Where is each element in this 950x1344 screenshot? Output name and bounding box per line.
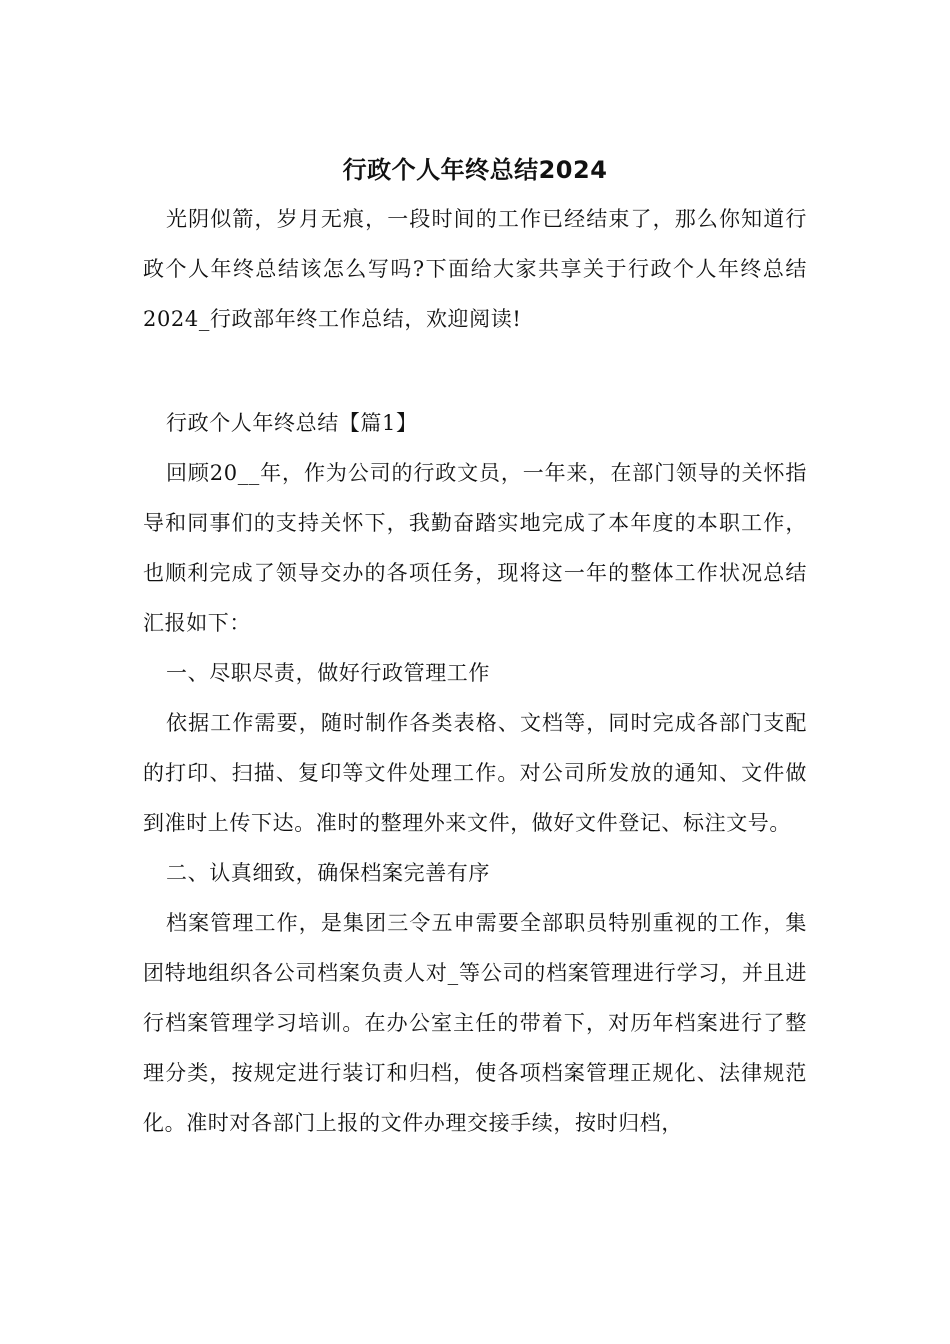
document-title: 行政个人年终总结2024 bbox=[342, 156, 608, 184]
blank-line bbox=[143, 344, 807, 398]
section-title: 行政个人年终总结【篇1】 bbox=[166, 411, 418, 435]
heading-admin-management: 一、尽职尽责，做好行政管理工作 bbox=[166, 661, 490, 685]
paragraph-review: 回顾20__年，作为公司的行政文员，一年来，在部门领导的关怀指导和同事们的支持关怀下，我勤奋踏实地完成了本年度的本职工作，也顺利完成了领导交办的各项任务，现将这一年的整体工作状况总结汇报如下： bbox=[143, 461, 807, 635]
document-body bbox=[143, 148, 807, 1148]
paragraph-admin-management: 依据工作需要，随时制作各类表格、文档等，同时完成各部门支配的打印、扫描、复印等文件处理工作。对公司所发放的通知、文件做到准时上传下达。准时的整理外来文件，做好文件登记、标注文号。 bbox=[143, 711, 807, 835]
heading-archives: 二、认真细致，确保档案完善有序 bbox=[166, 861, 490, 885]
paragraph-archives: 档案管理工作，是集团三令五申需要全部职员特别重视的工作，集团特地组织各公司档案负责人对_等公司的档案管理进行学习，并且进行档案管理学习培训。在办公室主任的带着下，对历年档案进行了整理分类，按规定进行装订和归档，使各项档案管理正规化、法律规范化。准时对各部门上报的文件办理交接手续，按时归档， bbox=[143, 911, 807, 1135]
intro-paragraph: 光阴似箭，岁月无痕，一段时间的工作已经结束了，那么你知道行政个人年终总结该怎么写吗?下面给大家共享关于行政个人年终总结2024_行政部年终工作总结，欢迎阅读! bbox=[143, 207, 807, 331]
